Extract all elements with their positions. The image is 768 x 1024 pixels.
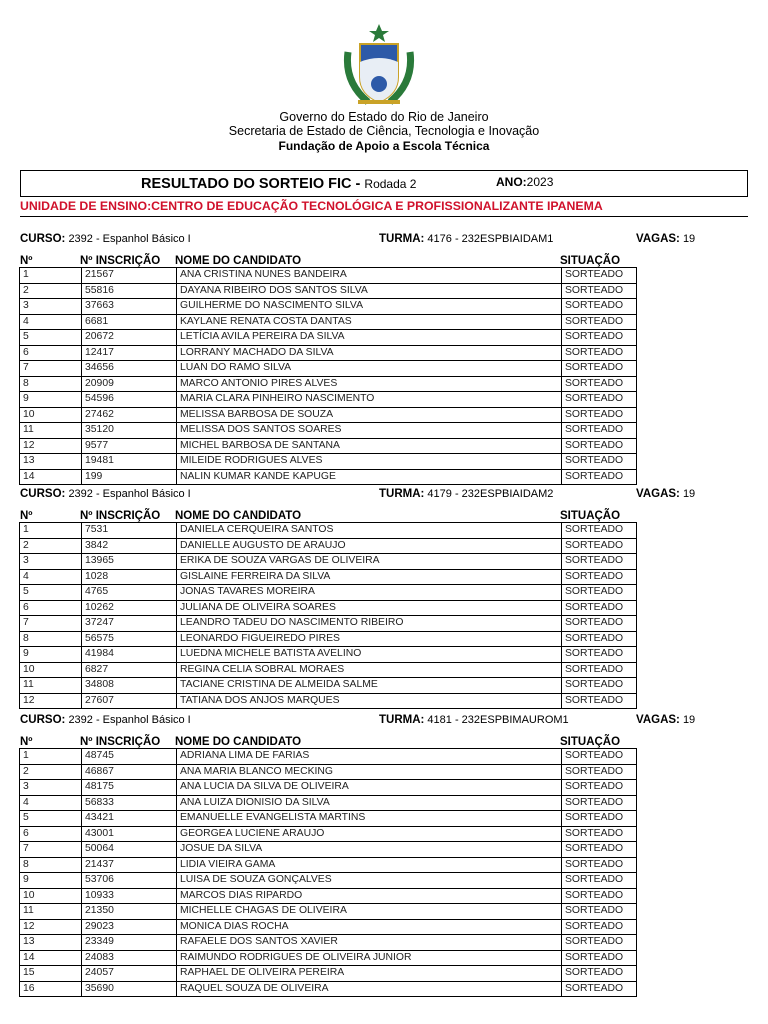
inscricao: 20909 xyxy=(81,377,176,392)
row-number: 5 xyxy=(23,812,29,823)
vagas-value: 19 xyxy=(682,714,696,726)
row-number: 1 xyxy=(23,269,29,280)
candidate-name: DANIELLE AUGUSTO DE ARAUJO xyxy=(176,539,561,554)
row-number: 10 xyxy=(23,889,35,901)
row-number: 9 xyxy=(23,874,29,885)
table-row xyxy=(20,570,636,586)
candidate-name: MARCO ANTONIO PIRES ALVES xyxy=(176,377,561,392)
table-row xyxy=(20,616,636,632)
table-row xyxy=(20,377,636,393)
inscricao: 3842 xyxy=(81,539,176,554)
row-number: 13 xyxy=(23,936,35,947)
inscricao: 4765 xyxy=(81,585,176,600)
inscricao: 35120 xyxy=(81,423,176,438)
coat-of-arms-logo xyxy=(338,22,420,112)
table-row xyxy=(20,601,636,617)
situacao: SORTEADO xyxy=(561,299,637,314)
situacao: SORTEADO xyxy=(561,315,637,330)
row-number: 10 xyxy=(23,663,35,675)
ano-value: 2023 xyxy=(526,175,554,189)
table-row xyxy=(20,330,636,346)
candidate-name: LUAN DO RAMO SILVA xyxy=(176,361,561,376)
candidate-name: JOSUE DA SILVA xyxy=(176,842,561,857)
col-nome: NOME DO CANDIDATO xyxy=(175,255,302,267)
row-number: 1 xyxy=(23,524,29,535)
candidate-name: REGINA CELIA SOBRAL MORAES xyxy=(176,663,561,678)
turma xyxy=(379,233,553,245)
col-n: Nº xyxy=(20,510,33,522)
inscricao: 21567 xyxy=(81,268,176,283)
curso-label: CURSO: xyxy=(20,233,66,245)
inscricao: 6827 xyxy=(81,663,176,678)
row-number: 8 xyxy=(23,632,29,644)
candidate-name: LIDIA VIEIRA GAMA xyxy=(176,858,561,873)
turma xyxy=(379,488,553,500)
inscricao: 10262 xyxy=(81,601,176,616)
situacao: SORTEADO xyxy=(561,284,637,299)
results-table xyxy=(19,522,637,709)
situacao: SORTEADO xyxy=(561,678,637,693)
inscricao: 46867 xyxy=(81,765,176,780)
row-number: 9 xyxy=(23,393,29,404)
table-row xyxy=(20,423,636,439)
table-row xyxy=(20,904,636,920)
situacao: SORTEADO xyxy=(561,749,637,764)
table-row xyxy=(20,920,636,936)
vagas-label: VAGAS: xyxy=(636,714,680,726)
curso-value: 2392 - Espanhol Básico I xyxy=(68,233,191,245)
situacao: SORTEADO xyxy=(561,632,637,647)
col-situacao: SITUAÇÃO xyxy=(560,510,621,522)
table-row xyxy=(20,889,636,905)
curso xyxy=(20,488,191,500)
table-row xyxy=(20,346,636,362)
ano-label: ANO: xyxy=(496,175,527,189)
row-number: 12 xyxy=(23,439,35,451)
inscricao: 24057 xyxy=(81,966,176,981)
candidate-name: ANA LUIZA DIONISIO DA SILVA xyxy=(176,796,561,811)
table-row xyxy=(20,951,636,967)
inscricao: 7531 xyxy=(81,523,176,538)
row-number: 6 xyxy=(23,601,29,613)
row-number: 14 xyxy=(23,951,35,963)
divider xyxy=(20,216,748,217)
candidate-name: JONAS TAVARES MOREIRA xyxy=(176,585,561,600)
situacao: SORTEADO xyxy=(561,570,637,585)
candidate-name: MONICA DIAS ROCHA xyxy=(176,920,561,935)
col-inscricao: Nº INSCRIÇÃO xyxy=(80,736,161,748)
situacao: SORTEADO xyxy=(561,694,637,709)
inscricao: 23349 xyxy=(81,935,176,950)
candidate-name: LEONARDO FIGUEIREDO PIRES xyxy=(176,632,561,647)
table-row xyxy=(20,408,636,424)
situacao: SORTEADO xyxy=(561,330,637,345)
table-row xyxy=(20,811,636,827)
row-number: 8 xyxy=(23,377,29,389)
col-nome: NOME DO CANDIDATO xyxy=(175,736,302,748)
table-row xyxy=(20,678,636,694)
course-info xyxy=(20,233,748,247)
candidate-name: ANA MARIA BLANCO MECKING xyxy=(176,765,561,780)
row-number: 3 xyxy=(23,300,29,311)
situacao: SORTEADO xyxy=(561,408,637,423)
vagas-value: 19 xyxy=(682,233,696,245)
curso xyxy=(20,233,191,245)
table-row xyxy=(20,361,636,377)
table-row xyxy=(20,539,636,555)
turma-value: 4179 - 232ESPBIAIDAM2 xyxy=(427,488,554,500)
inscricao: 48175 xyxy=(81,780,176,795)
situacao: SORTEADO xyxy=(561,523,637,538)
row-number: 4 xyxy=(23,315,29,327)
table-row xyxy=(20,392,636,408)
candidate-name: TACIANE CRISTINA DE ALMEIDA SALME xyxy=(176,678,561,693)
candidate-name: MARCOS DIAS RIPARDO xyxy=(176,889,561,904)
situacao: SORTEADO xyxy=(561,904,637,919)
table-row xyxy=(20,663,636,679)
candidate-name: ANA CRISTINA NUNES BANDEIRA xyxy=(176,268,561,283)
row-number: 7 xyxy=(23,617,29,628)
situacao: SORTEADO xyxy=(561,454,637,469)
header-government: Governo do Estado do Rio de Janeiro xyxy=(279,110,489,124)
candidate-name: GISLAINE FERREIRA DA SILVA xyxy=(176,570,561,585)
situacao: SORTEADO xyxy=(561,765,637,780)
situacao: SORTEADO xyxy=(561,780,637,795)
turma-label: TURMA: xyxy=(379,714,425,726)
candidate-name: LUEDNA MICHELE BATISTA AVELINO xyxy=(176,647,561,662)
candidate-name: MICHELLE CHAGAS DE OLIVEIRA xyxy=(176,904,561,919)
row-number: 9 xyxy=(23,648,29,659)
inscricao: 21350 xyxy=(81,904,176,919)
inscricao: 27462 xyxy=(81,408,176,423)
situacao: SORTEADO xyxy=(561,268,637,283)
situacao: SORTEADO xyxy=(561,585,637,600)
inscricao: 20672 xyxy=(81,330,176,345)
row-number: 10 xyxy=(23,408,35,420)
inscricao: 27607 xyxy=(81,694,176,709)
inscricao: 13965 xyxy=(81,554,176,569)
candidate-name: RAFAELE DOS SANTOS XAVIER xyxy=(176,935,561,950)
inscricao: 19481 xyxy=(81,454,176,469)
table-row xyxy=(20,523,636,539)
inscricao: 35690 xyxy=(81,982,176,997)
curso xyxy=(20,714,191,726)
situacao: SORTEADO xyxy=(561,842,637,857)
table-row xyxy=(20,268,636,284)
situacao: SORTEADO xyxy=(561,966,637,981)
situacao: SORTEADO xyxy=(561,392,637,407)
results-table xyxy=(19,267,637,485)
inscricao: 53706 xyxy=(81,873,176,888)
candidate-name: LUISA DE SOUZA GONÇALVES xyxy=(176,873,561,888)
situacao: SORTEADO xyxy=(561,346,637,361)
row-number: 3 xyxy=(23,555,29,566)
page-title xyxy=(141,176,416,192)
inscricao: 56833 xyxy=(81,796,176,811)
table-row xyxy=(20,554,636,570)
row-number: 15 xyxy=(23,967,35,978)
inscricao: 1028 xyxy=(81,570,176,585)
candidate-name: LEANDRO TADEU DO NASCIMENTO RIBEIRO xyxy=(176,616,561,631)
table-row xyxy=(20,780,636,796)
candidate-name: GUILHERME DO NASCIMENTO SILVA xyxy=(176,299,561,314)
row-number: 2 xyxy=(23,765,29,777)
course-info xyxy=(20,714,748,728)
situacao: SORTEADO xyxy=(561,873,637,888)
candidate-name: GEORGEA LUCIENE ARAUJO xyxy=(176,827,561,842)
inscricao: 199 xyxy=(81,470,176,485)
situacao: SORTEADO xyxy=(561,616,637,631)
col-situacao: SITUAÇÃO xyxy=(560,255,621,267)
inscricao: 24083 xyxy=(81,951,176,966)
table-row xyxy=(20,299,636,315)
table-header xyxy=(20,255,640,267)
vagas xyxy=(636,714,695,726)
table-row xyxy=(20,585,636,601)
situacao: SORTEADO xyxy=(561,811,637,826)
vagas-value: 19 xyxy=(682,488,696,500)
unidade-ensino: UNIDADE DE ENSINO:CENTRO DE EDUCAÇÃO TECNOLÓGICA E PROFISSIONALIZANTE IPANEMA xyxy=(20,199,603,213)
candidate-name: KAYLANE RENATA COSTA DANTAS xyxy=(176,315,561,330)
col-nome: NOME DO CANDIDATO xyxy=(175,510,302,522)
table-row xyxy=(20,439,636,455)
inscricao: 37663 xyxy=(81,299,176,314)
inscricao: 12417 xyxy=(81,346,176,361)
row-number: 6 xyxy=(23,346,29,358)
candidate-name: MELISSA DOS SANTOS SOARES xyxy=(176,423,561,438)
situacao: SORTEADO xyxy=(561,554,637,569)
row-number: 2 xyxy=(23,539,29,551)
curso-label: CURSO: xyxy=(20,714,66,726)
row-number: 2 xyxy=(23,284,29,296)
table-row xyxy=(20,470,636,486)
table-row xyxy=(20,315,636,331)
candidate-name: RAPHAEL DE OLIVEIRA PEREIRA xyxy=(176,966,561,981)
turma xyxy=(379,714,569,726)
table-row xyxy=(20,966,636,982)
table-row xyxy=(20,796,636,812)
inscricao: 50064 xyxy=(81,842,176,857)
curso-label: CURSO: xyxy=(20,488,66,500)
inscricao: 41984 xyxy=(81,647,176,662)
inscricao: 43421 xyxy=(81,811,176,826)
candidate-name: DAYANA RIBEIRO DOS SANTOS SILVA xyxy=(176,284,561,299)
candidate-name: TATIANA DOS ANJOS MARQUES xyxy=(176,694,561,709)
situacao: SORTEADO xyxy=(561,377,637,392)
table-header xyxy=(20,510,640,522)
table-row xyxy=(20,858,636,874)
row-number: 4 xyxy=(23,570,29,582)
row-number: 7 xyxy=(23,362,29,373)
col-inscricao: Nº INSCRIÇÃO xyxy=(80,510,161,522)
situacao: SORTEADO xyxy=(561,423,637,438)
table-row xyxy=(20,842,636,858)
turma-label: TURMA: xyxy=(379,233,425,245)
row-number: 11 xyxy=(23,424,34,435)
results-table xyxy=(19,748,637,997)
inscricao: 56575 xyxy=(81,632,176,647)
table-header xyxy=(20,736,640,748)
table-row xyxy=(20,647,636,663)
situacao: SORTEADO xyxy=(561,470,637,485)
inscricao: 6681 xyxy=(81,315,176,330)
row-number: 3 xyxy=(23,781,29,792)
table-row xyxy=(20,632,636,648)
candidate-name: ANA LUCIA DA SILVA DE OLIVEIRA xyxy=(176,780,561,795)
vagas xyxy=(636,488,695,500)
row-number: 8 xyxy=(23,858,29,870)
table-row xyxy=(20,827,636,843)
inscricao: 9577 xyxy=(81,439,176,454)
situacao: SORTEADO xyxy=(561,827,637,842)
inscricao: 54596 xyxy=(81,392,176,407)
table-row xyxy=(20,935,636,951)
candidate-name: MILEIDE RODRIGUES ALVES xyxy=(176,454,561,469)
row-number: 12 xyxy=(23,920,35,932)
curso-value: 2392 - Espanhol Básico I xyxy=(68,488,191,500)
situacao: SORTEADO xyxy=(561,935,637,950)
turma-value: 4181 - 232ESPBIMAUROM1 xyxy=(427,714,569,726)
inscricao: 29023 xyxy=(81,920,176,935)
table-row xyxy=(20,284,636,300)
header-secretaria: Secretaria de Estado de Ciência, Tecnologia e Inovação xyxy=(228,124,540,138)
header-fundacao: Fundação de Apoio a Escola Técnica xyxy=(278,139,490,153)
row-number: 13 xyxy=(23,455,35,466)
row-number: 1 xyxy=(23,750,29,761)
situacao: SORTEADO xyxy=(561,361,637,376)
situacao: SORTEADO xyxy=(561,601,637,616)
course-info xyxy=(20,488,748,502)
candidate-name: MARIA CLARA PINHEIRO NASCIMENTO xyxy=(176,392,561,407)
title-text: RESULTADO DO SORTEIO FIC - xyxy=(141,176,365,192)
row-number: 5 xyxy=(23,331,29,342)
table-row xyxy=(20,873,636,889)
candidate-name: RAQUEL SOUZA DE OLIVEIRA xyxy=(176,982,561,997)
candidate-name: DANIELA CERQUEIRA SANTOS xyxy=(176,523,561,538)
row-number: 4 xyxy=(23,796,29,808)
table-row xyxy=(20,765,636,781)
title-box xyxy=(20,170,748,197)
inscricao: 43001 xyxy=(81,827,176,842)
candidate-name: ERIKA DE SOUZA VARGAS DE OLIVEIRA xyxy=(176,554,561,569)
turma-label: TURMA: xyxy=(379,488,425,500)
row-number: 12 xyxy=(23,694,35,706)
inscricao: 34656 xyxy=(81,361,176,376)
situacao: SORTEADO xyxy=(561,796,637,811)
inscricao: 21437 xyxy=(81,858,176,873)
situacao: SORTEADO xyxy=(561,539,637,554)
vagas xyxy=(636,233,695,245)
situacao: SORTEADO xyxy=(561,951,637,966)
candidate-name: LETÍCIA AVILA PEREIRA DA SILVA xyxy=(176,330,561,345)
inscricao: 10933 xyxy=(81,889,176,904)
inscricao: 55816 xyxy=(81,284,176,299)
table-row xyxy=(20,749,636,765)
candidate-name: JULIANA DE OLIVEIRA SOARES xyxy=(176,601,561,616)
situacao: SORTEADO xyxy=(561,920,637,935)
candidate-name: MELISSA BARBOSA DE SOUZA xyxy=(176,408,561,423)
rodada: Rodada 2 xyxy=(364,177,417,191)
row-number: 16 xyxy=(23,982,35,994)
inscricao: 34808 xyxy=(81,678,176,693)
candidate-name: MICHEL BARBOSA DE SANTANA xyxy=(176,439,561,454)
table-row xyxy=(20,982,636,998)
ano xyxy=(496,175,553,189)
row-number: 11 xyxy=(23,679,34,690)
situacao: SORTEADO xyxy=(561,858,637,873)
candidate-name: EMANUELLE EVANGELISTA MARTINS xyxy=(176,811,561,826)
turma-value: 4176 - 232ESPBIAIDAM1 xyxy=(427,233,554,245)
candidate-name: RAIMUNDO RODRIGUES DE OLIVEIRA JUNIOR xyxy=(176,951,561,966)
curso-value: 2392 - Espanhol Básico I xyxy=(68,714,191,726)
situacao: SORTEADO xyxy=(561,889,637,904)
vagas-label: VAGAS: xyxy=(636,488,680,500)
row-number: 14 xyxy=(23,470,35,482)
row-number: 5 xyxy=(23,586,29,597)
situacao: SORTEADO xyxy=(561,663,637,678)
col-n: Nº xyxy=(20,736,33,748)
col-inscricao: Nº INSCRIÇÃO xyxy=(80,255,161,267)
candidate-name: LORRANY MACHADO DA SILVA xyxy=(176,346,561,361)
candidate-name: NALIN KUMAR KANDE KAPUGE xyxy=(176,470,561,485)
table-row xyxy=(20,454,636,470)
row-number: 11 xyxy=(23,905,34,916)
vagas-label: VAGAS: xyxy=(636,233,680,245)
inscricao: 37247 xyxy=(81,616,176,631)
col-situacao: SITUAÇÃO xyxy=(560,736,621,748)
situacao: SORTEADO xyxy=(561,982,637,997)
situacao: SORTEADO xyxy=(561,439,637,454)
candidate-name: ADRIANA LIMA DE FARIAS xyxy=(176,749,561,764)
inscricao: 48745 xyxy=(81,749,176,764)
situacao: SORTEADO xyxy=(561,647,637,662)
col-n: Nº xyxy=(20,255,33,267)
table-row xyxy=(20,694,636,710)
row-number: 7 xyxy=(23,843,29,854)
row-number: 6 xyxy=(23,827,29,839)
